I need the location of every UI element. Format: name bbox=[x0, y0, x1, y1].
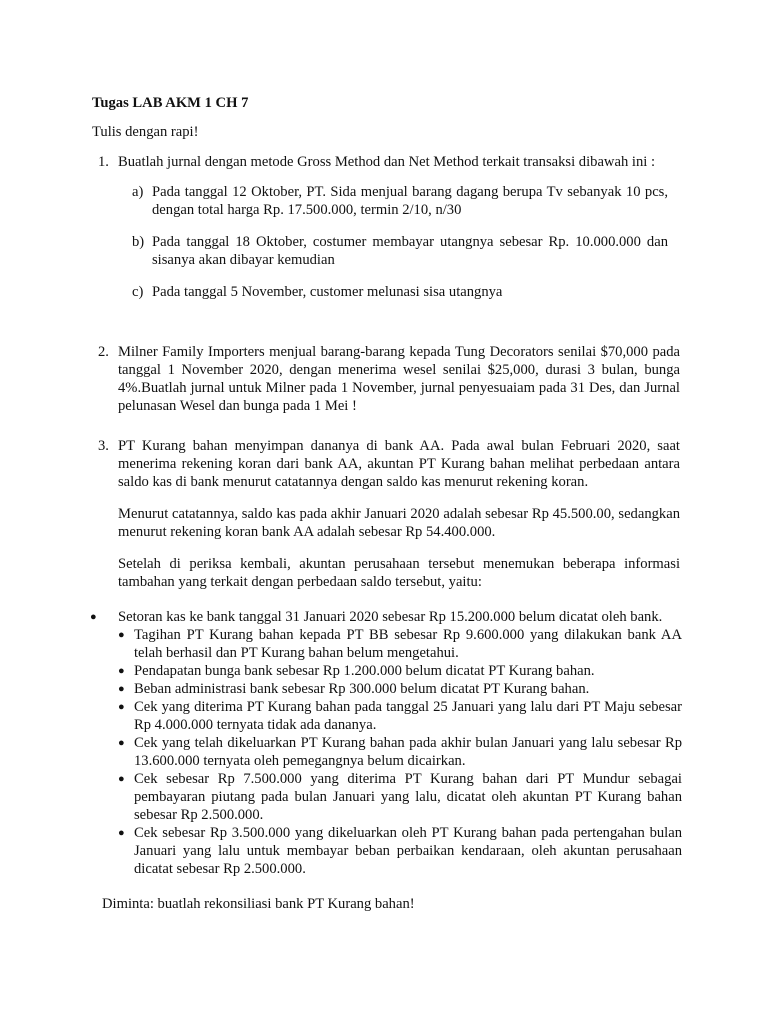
question-3-paragraph-2: Menurut catatannya, saldo kas pada akhir Januari 2020 adalah sebesar Rp 45.500.00, sedangkan menurut rekening koran bank AA adalah sebesar Rp 54.400.000. bbox=[118, 506, 680, 540]
instruction-text: Tulis dengan rapi! bbox=[92, 124, 199, 140]
list-item bbox=[90, 770, 682, 824]
item-text: Pada tanggal 18 Oktober, costumer membayar utangnya sebesar Rp. 10.000.000 dan sisanya akan dibayar kemudian bbox=[152, 234, 668, 268]
item-letter: c) bbox=[132, 284, 144, 300]
list-item-text: Setoran kas ke bank tanggal 31 Januari 2020 sebesar Rp 15.200.000 belum dicatat oleh bank. bbox=[118, 609, 663, 625]
list-item bbox=[90, 698, 682, 734]
bullet-icon: ● bbox=[118, 665, 125, 677]
question-3 bbox=[98, 437, 680, 591]
list-item-text: Cek yang diterima PT Kurang bahan pada tanggal 25 Januari yang lalu dari PT Maju sebesar Rp 4.000.000 ternyata tidak ada dananya. bbox=[134, 699, 682, 733]
bullet-icon: ● bbox=[118, 827, 125, 839]
bullet-icon: ● bbox=[118, 629, 125, 641]
question-3-paragraph-3: Setelah di periksa kembali, akuntan perusahaan tersebut menemukan beberapa informasi tambahan yang terkait dengan perbedaan saldo tersebut, yaitu: bbox=[118, 556, 680, 590]
list-item bbox=[90, 662, 682, 680]
bullet-icon: ● bbox=[118, 701, 125, 713]
question-1 bbox=[98, 153, 688, 301]
question-3-number: 3. bbox=[98, 438, 109, 454]
item-text: Pada tanggal 5 November, customer melunasi sisa utangnya bbox=[152, 284, 503, 300]
question-1-item-a bbox=[132, 183, 668, 219]
info-bullet-list bbox=[90, 608, 682, 878]
question-2-text: Milner Family Importers menjual barang-barang kepada Tung Decorators senilai $70,000 pada tanggal 1 November 2020, dengan menerima wesel senilai $25,000, durasi 3 bulan, bunga 4%.Buatlah jurnal untuk Milner pada 1 November, jurnal penyesuaiam pada 31 Des, dan Jurnal pelunasan Wesel dan bunga pada 1 Mei ! bbox=[118, 344, 680, 414]
list-item-text: Cek sebesar Rp 7.500.000 yang diterima PT Kurang bahan dari PT Mundur sebagai pembayaran piutang pada bulan Januari yang lalu, dicatat oleh akuntan PT Kurang bahan sebesar Rp 2.500.000. bbox=[134, 771, 682, 823]
list-item-text: Beban administrasi bank sebesar Rp 300.000 belum dicatat PT Kurang bahan. bbox=[134, 681, 590, 697]
bullet-icon: ● bbox=[118, 773, 125, 785]
question-1-item-c bbox=[132, 283, 668, 301]
list-item bbox=[90, 626, 682, 662]
list-item-text: Tagihan PT Kurang bahan kepada PT BB sebesar Rp 9.600.000 yang dilakukan bank AA telah berhasil dan PT Kurang bahan belum mengetahui. bbox=[134, 627, 682, 661]
list-item bbox=[90, 824, 682, 878]
question-2 bbox=[98, 343, 680, 415]
list-item bbox=[90, 608, 682, 626]
list-item-text: Cek yang telah dikeluarkan PT Kurang bahan pada akhir bulan Januari yang lalu sebesar Rp 13.600.000 ternyata oleh pemegangnya belum dicairkan. bbox=[134, 735, 682, 769]
document-title: Tugas LAB AKM 1 CH 7 bbox=[92, 95, 249, 111]
list-item-text: Cek sebesar Rp 3.500.000 yang dikeluarkan oleh PT Kurang bahan pada pertengahan bulan Januari yang lalu untuk membayar beban perbaikan kendaraan, oleh akuntan perusahaan dicatat sebesar Rp 2.500.000. bbox=[134, 825, 682, 877]
question-3-paragraph-1: PT Kurang bahan menyimpan dananya di bank AA. Pada awal bulan Februari 2020, saat menerima rekening koran dari bank AA, akuntan PT Kurang bahan melihat perbedaan antara saldo kas di bank menurut catatannya dengan saldo kas menurut rekening koran. bbox=[118, 438, 680, 490]
question-1-text: Buatlah jurnal dengan metode Gross Method dan Net Method terkait transaksi dibawah ini : bbox=[118, 154, 656, 170]
bullet-icon: ● bbox=[118, 683, 125, 695]
closing-instruction: Diminta: buatlah rekonsiliasi bank PT Kurang bahan! bbox=[102, 896, 415, 912]
question-2-number: 2. bbox=[98, 344, 109, 360]
question-1-item-b bbox=[132, 233, 668, 269]
item-letter: b) bbox=[132, 234, 145, 250]
bullet-icon: ● bbox=[90, 611, 97, 623]
list-item bbox=[90, 734, 682, 770]
list-item bbox=[90, 680, 682, 698]
item-text: Pada tanggal 12 Oktober, PT. Sida menjual barang dagang berupa Tv sebanyak 10 pcs, dengan total harga Rp. 17.500.000, termin 2/10, n/30 bbox=[152, 184, 668, 218]
list-item-text: Pendapatan bunga bank sebesar Rp 1.200.000 belum dicatat PT Kurang bahan. bbox=[134, 663, 595, 679]
question-1-number: 1. bbox=[98, 154, 109, 170]
bullet-icon: ● bbox=[118, 737, 125, 749]
item-letter: a) bbox=[132, 184, 144, 200]
